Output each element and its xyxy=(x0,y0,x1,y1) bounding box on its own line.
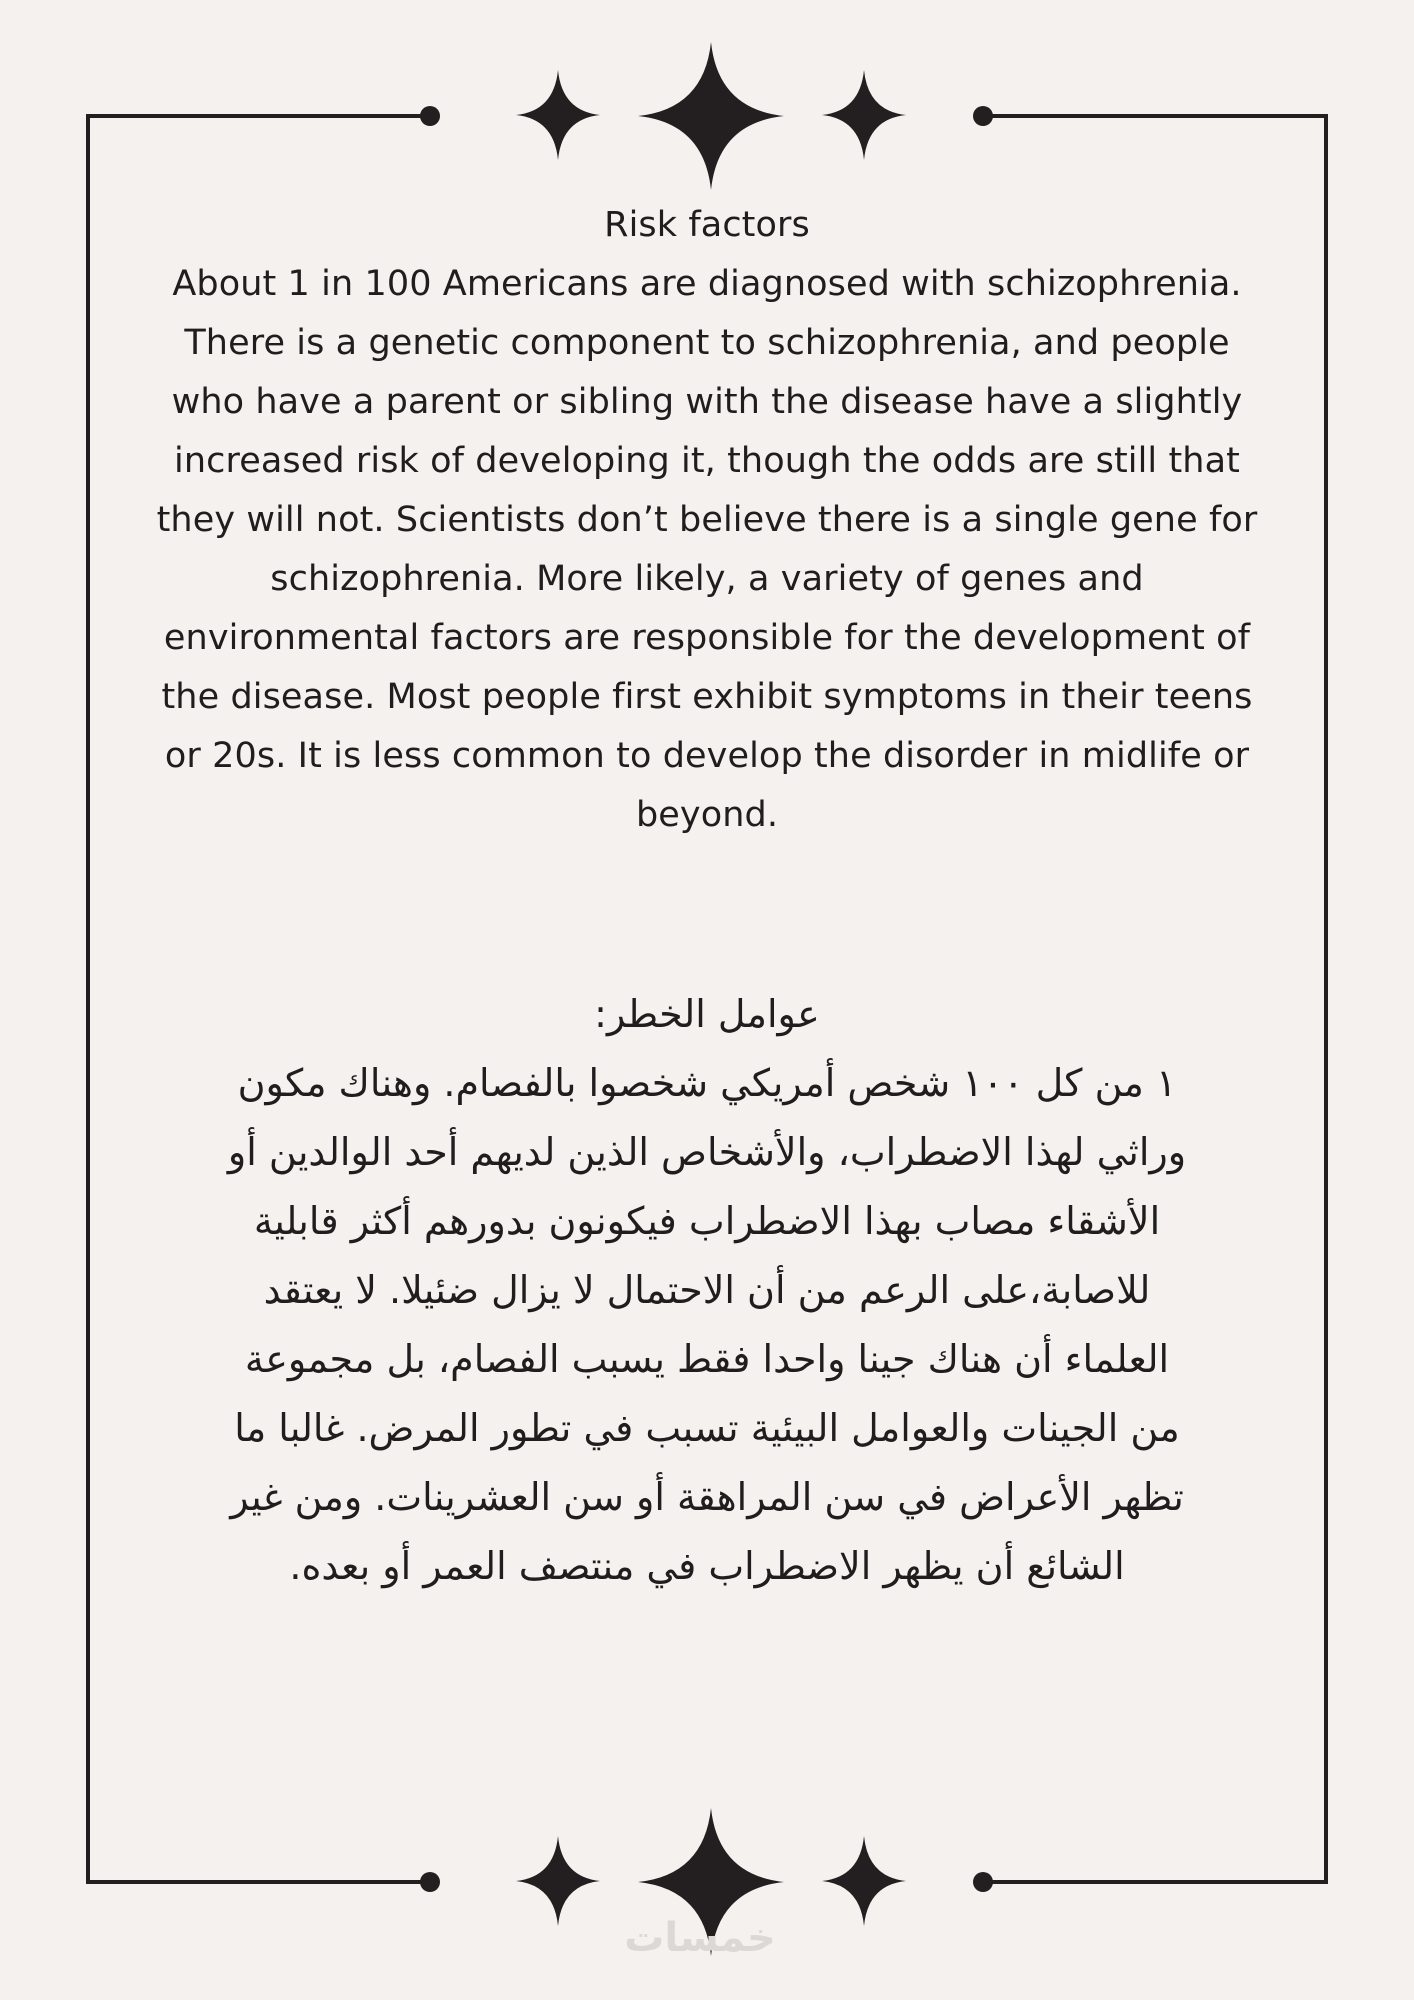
english-paragraph-line: who have a parent or sibling with the disease have a slightly xyxy=(171,382,1243,422)
english-paragraph-line: schizophrenia. More likely, a variety of genes and xyxy=(270,559,1144,599)
english-paragraph-line: increased risk of developing it, though the odds are still that xyxy=(174,441,1240,481)
arabic-paragraph-line: وراثي لهذا الاضطراب، والأشخاص الذين لديهم أحد الوالدين أو xyxy=(227,1130,1187,1174)
sparkle-star-icon xyxy=(822,1836,906,1926)
arabic-title: عوامل الخطر: xyxy=(594,992,820,1036)
dot-ornament xyxy=(973,1872,993,1892)
english-section xyxy=(88,196,1326,845)
watermark-logo: خمسات xyxy=(624,1915,776,1961)
dot-ornament xyxy=(973,106,993,126)
english-paragraph-line: There is a genetic component to schizophrenia, and people xyxy=(184,323,1230,363)
english-paragraph-line: environmental factors are responsible for the development of xyxy=(163,618,1251,658)
frame-top-right xyxy=(983,114,1328,118)
arabic-paragraph-line: العلماء أن هناك جينا واحدا فقط يسبب الفصام، بل مجموعة xyxy=(244,1337,1170,1381)
sparkle-star-icon xyxy=(516,70,600,160)
english-paragraph-line: they will not. Scientists don’t believe there is a single gene for xyxy=(156,500,1258,540)
frame-bottom-left xyxy=(86,1880,432,1884)
english-paragraph-line: About 1 in 100 Americans are diagnosed with schizophrenia. xyxy=(172,264,1242,304)
dot-ornament xyxy=(420,106,440,126)
frame-top-left xyxy=(86,114,432,118)
sparkle-star-icon xyxy=(638,42,784,190)
english-title: Risk factors xyxy=(604,205,810,245)
arabic-section xyxy=(100,980,1314,1601)
english-paragraph-line: the disease. Most people first exhibit symptoms in their teens xyxy=(161,677,1253,717)
sparkle-star-icon xyxy=(822,70,906,160)
arabic-paragraph-line: من الجينات والعوامل البيئية تسبب في تطور المرض. غالبا ما xyxy=(234,1406,1180,1450)
dot-ornament xyxy=(420,1872,440,1892)
english-paragraph-line: or 20s. It is less common to develop the disorder in midlife or xyxy=(164,736,1250,776)
arabic-paragraph-line: ١ من كل ١٠٠ شخص أمريكي شخصوا بالفصام. وهناك مكون xyxy=(237,1061,1177,1105)
arabic-paragraph-line: الشائع أن يظهر الاضطراب في منتصف العمر أو بعده. xyxy=(289,1544,1125,1588)
english-paragraph-line: beyond. xyxy=(635,795,779,835)
arabic-paragraph-line: تظهر الأعراض في سن المراهقة أو سن العشرينات. ومن غير xyxy=(230,1475,1184,1519)
arabic-paragraph-line: للاصابة،على الرعم من أن الاحتمال لا يزال ضئيلا. لا يعتقد xyxy=(263,1268,1151,1312)
arabic-paragraph-line: الأشقاء مصاب بهذا الاضطراب فيكونون بدورهم أكثر قابلية xyxy=(253,1199,1161,1243)
sparkle-star-icon xyxy=(516,1836,600,1926)
frame-bottom-right xyxy=(983,1880,1328,1884)
